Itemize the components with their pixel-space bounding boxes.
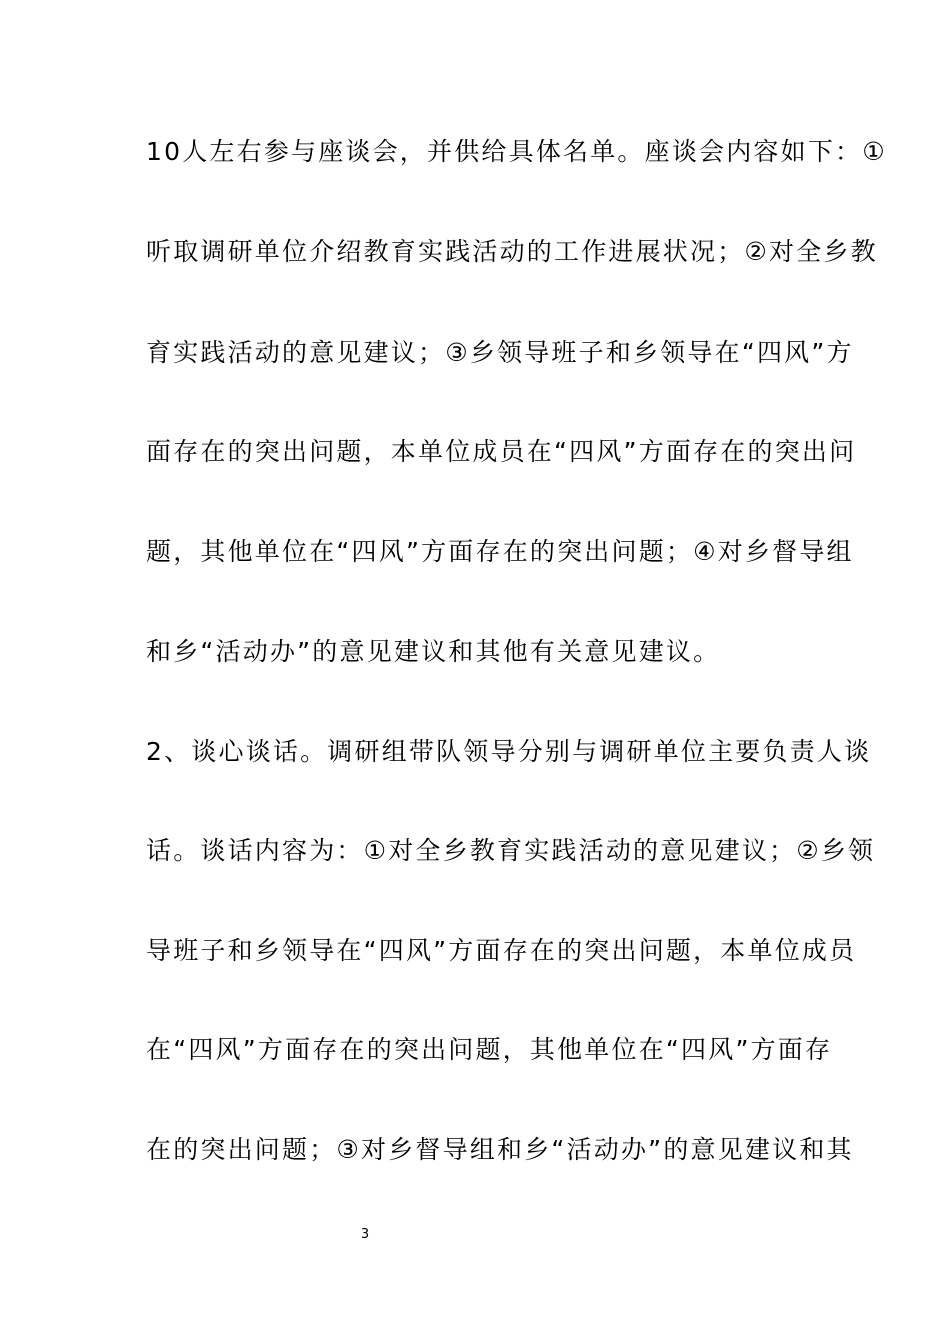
text-line: 在“四风”方面存在的突出问题，其他单位在“四风”方面存	[146, 1035, 833, 1064]
text-line: 话。谈话内容为：①对全乡教育实践活动的意见建议；②乡领	[146, 836, 876, 865]
page-number: 3	[360, 1227, 370, 1242]
text-line: 听取调研单位介绍教育实践活动的工作进展状况；②对全乡教	[146, 237, 878, 266]
text-line: 题，其他单位在“四风”方面存在的突出问题；④对乡督导组	[146, 537, 854, 566]
text-line: 10人左右参与座谈会，并供给具体名单。座谈会内容如下：①	[146, 137, 887, 166]
text-line: 育实践活动的意见建议；③乡领导班子和乡领导在“四风”方	[146, 338, 854, 367]
text-line: 2、谈心谈话。调研组带队领导分别与调研单位主要负责人谈	[146, 737, 872, 766]
text-line: 面存在的突出问题，本单位成员在“四风”方面存在的突出问	[146, 437, 857, 466]
text-line: 在的突出问题；③对乡督导组和乡“活动办”的意见建议和其	[146, 1135, 854, 1164]
text-line: 和乡“活动办”的意见建议和其他有关意见建议。	[146, 637, 721, 666]
text-line: 导班子和乡领导在“四风”方面存在的突出问题，本单位成员	[146, 936, 857, 965]
